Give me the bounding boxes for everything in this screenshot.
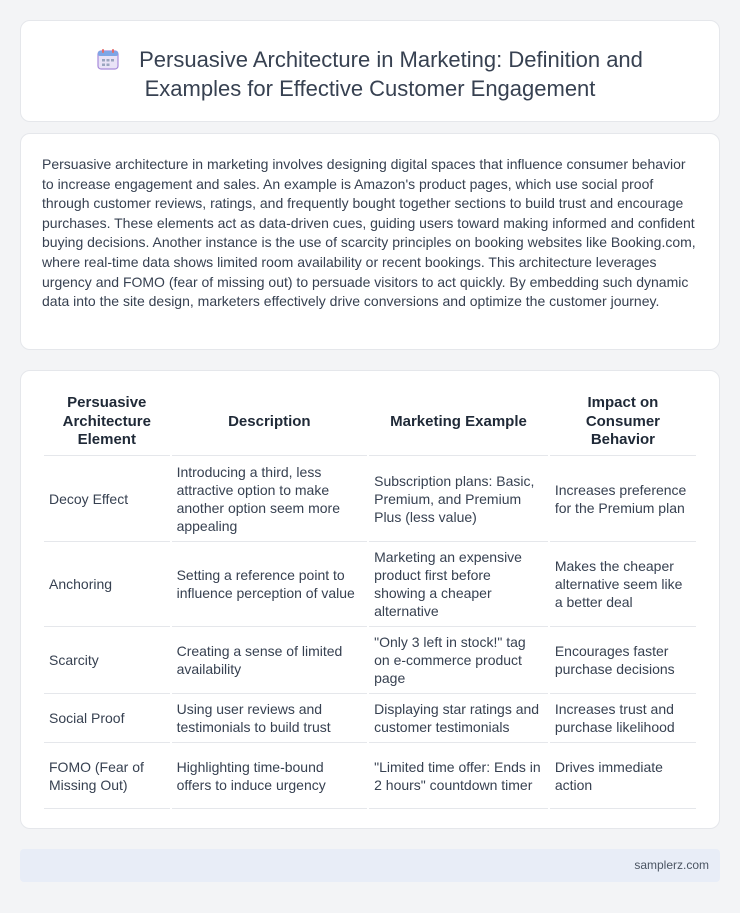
table-card — [20, 370, 720, 829]
table-row — [44, 626, 696, 693]
table-row — [44, 742, 696, 809]
header-marketing-example: Marketing Example — [390, 412, 527, 430]
cell-description: Highlighting time-bound offers to induce urgency — [172, 742, 368, 809]
cell-element: Scarcity — [44, 626, 170, 693]
cell-example: Displaying star ratings and customer testimonials — [369, 693, 548, 742]
cell-impact: Makes the cheaper alternative seem like a better deal — [550, 541, 696, 626]
calendar-icon — [97, 48, 119, 70]
cell-example: "Only 3 left in stock!" tag on e-commerce product page — [369, 626, 548, 693]
cell-example: Subscription plans: Basic, Premium, and Premium Plus (less value) — [369, 455, 548, 541]
title-line-2: Examples for Effective Customer Engagement — [144, 76, 596, 101]
table-row — [44, 541, 696, 626]
cell-example: Marketing an expensive product first before showing a cheaper alternative — [369, 541, 548, 626]
title-card — [20, 20, 720, 122]
summary-card — [20, 133, 720, 350]
header-description: Description — [228, 412, 311, 430]
comparison-table — [42, 389, 698, 809]
cell-description: Setting a reference point to influence perception of value — [172, 541, 368, 626]
cell-description: Introducing a third, less attractive option to make another option seem more appealing — [172, 455, 368, 541]
footer-brand: samplerz.com — [634, 858, 709, 872]
cell-impact: Encourages faster purchase decisions — [550, 626, 696, 693]
page-title — [21, 45, 719, 103]
footer-bar — [20, 849, 720, 882]
table-row — [44, 693, 696, 742]
cell-impact: Drives immediate action — [550, 742, 696, 809]
table-row — [44, 455, 696, 541]
cell-element: Anchoring — [44, 541, 170, 626]
cell-example: "Limited time offer: Ends in 2 hours" countdown timer — [369, 742, 548, 809]
title-line-1: Persuasive Architecture in Marketing: Definition and — [139, 47, 643, 72]
summary-paragraph: Persuasive architecture in marketing involves designing digital spaces that influence consumer behavior to increase engagement and sales. An example is Amazon's product pages, which use social proof through customer reviews, ratings, and frequently bought together sections to build trust and encourage purchases. These elements act as data-driven cues, guiding users toward making informed and confident buying decisions. Another instance is the use of scarcity principles on booking websites like Booking.com, where real-time data shows limited room availability or recent bookings. This architecture leverages urgency and FOMO (fear of missing out) to persuade visitors to act quickly. By embedding such dynamic data into the site design, marketers effectively drive conversions and optimize the customer journey. — [42, 156, 696, 310]
cell-element: Social Proof — [44, 693, 170, 742]
cell-element: Decoy Effect — [44, 455, 170, 541]
cell-description: Creating a sense of limited availability — [172, 626, 368, 693]
table-header-row — [44, 389, 696, 455]
header-impact: Impact on Consumer Behavior — [585, 394, 660, 449]
cell-impact: Increases preference for the Premium plan — [550, 455, 696, 541]
cell-element: FOMO (Fear of Missing Out) — [44, 742, 170, 809]
cell-description: Using user reviews and testimonials to build trust — [172, 693, 368, 742]
header-element: Persuasive Architecture Element — [62, 394, 151, 449]
cell-impact: Increases trust and purchase likelihood — [550, 693, 696, 742]
